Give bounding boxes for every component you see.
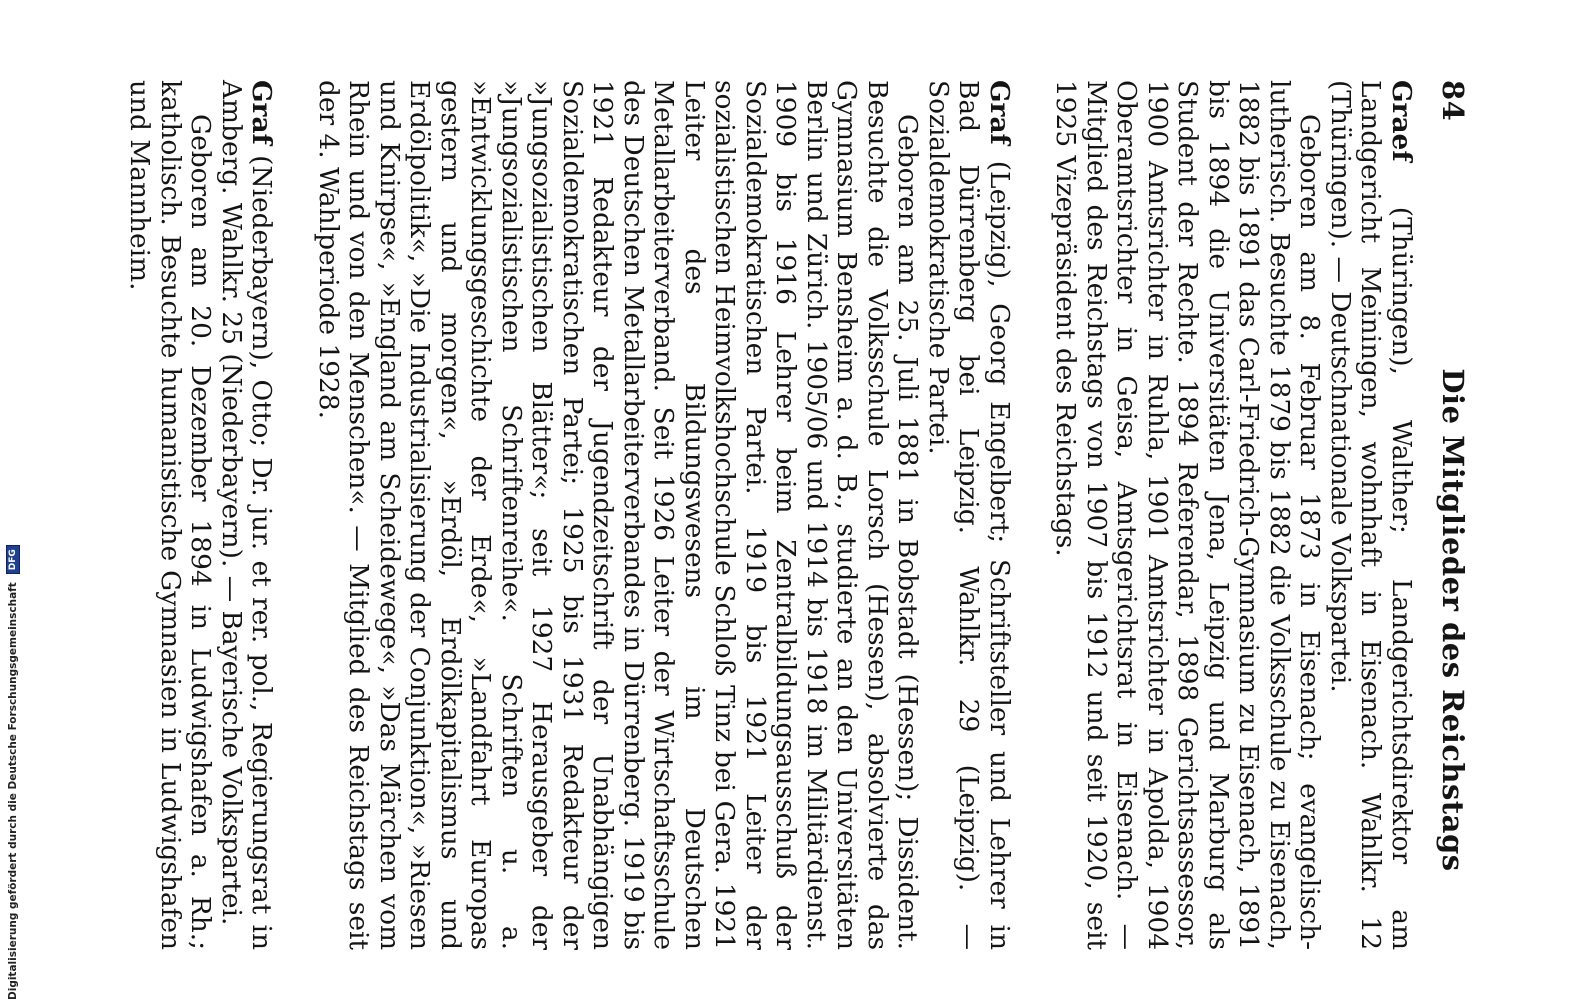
- digitization-footer: [2, 0, 24, 1000]
- member-name: Graef: [1386, 80, 1417, 162]
- page-number: 84: [1436, 80, 1470, 122]
- member-name: Graf: [984, 80, 1015, 145]
- footer-text: Digitalisierung gefördert durch die Deutsche Forschungsgemeinschaft: [7, 582, 19, 1000]
- entry-intro-text: (Niederbayern), Otto; Dr. jur. et rer. pol., Regierungsrat in Amberg. Wahlkr. 25 (Niederbayern). — Bayerische Volkspartei.: [216, 80, 278, 950]
- entry-biography: Geboren am 25. Juli 1881 in Bobstadt (Hessen); Dissident. Besuchte die Volksschule Lorsch (Hessen), absolvierte das Gymnasium Bensheim a. d. B., studierte an den Universitäten Berlin und Zürich. 1905/06 und 1914 bis 1918 im Militärdienst. 1909 bis 1916 Lehrer beim Zentralbildungsausschuß der Sozialdemokratischen Partei. 1919 bis 1921 Leiter der sozialistischen Heimvolkshochschule Schloß Tinz bei Gera. 1921 Leiter des Bildungswesens im Deutschen Metallarbeiterverband. Seit 1926 Leiter der Wirtschaftsschule des Deutschen Metallarbeiterverbandes in Dürrenberg. 1919 bis 1921 Redakteur der Jugendzeitschrift der Unabhängigen Sozialdemokratischen Partei; 1925 bis 1931 Redakteur der »Jungsozialistischen Blätter«; seit 1927 Herausgeber der »Jungsozialistischen Schriftenreihe«. Schriften u. a. »Entwicklungsgeschichte der Erde«, »Landfahrt Europas gestern und morgen«, »Erdöl, Erdölkapitalismus und Erdölpolitik«, »Die Industrialisierung der Conjunktion«, »Riesen und Knirpse«, »England am Scheidewege«, »Das Märchen vom Rhein und von den Menschen«. — Mitglied des Reichstags seit der 4. Wahlperiode 1928.: [313, 80, 924, 950]
- member-entries: [88, 80, 1416, 950]
- entry-intro: [1325, 80, 1417, 950]
- dfg-logo: DFG: [6, 545, 20, 574]
- member-entry: [313, 80, 1015, 950]
- document-page: [94, 10, 1474, 960]
- entry-intro-text: (Thüringen), Walther; Landgerichtsdirektor am Landgericht Meiningen, wohnhaft in Eisenach. Wahlkr. 12 (Thüringen). — Deutschnationale Volkspartei.: [1325, 80, 1417, 950]
- entry-intro: [216, 80, 277, 950]
- entry-intro: [923, 80, 1015, 950]
- entry-intro-text: (Leipzig), Georg Engelbert; Schriftsteller und Lehrer in Bad Dürrenberg bei Leipzig. Wahlkr. 29 (Leipzig). — Sozialdemokratische Partei.: [923, 80, 1015, 950]
- member-entry: [1050, 80, 1416, 950]
- page-header: [1426, 80, 1470, 960]
- entry-biography: Geboren am 20. Dezember 1894 in Ludwigshafen a. Rh.; katholisch. Besuchte humanistische Gymnasien in Ludwigshafen und Mannheim.: [124, 80, 217, 950]
- member-entry: [124, 80, 277, 950]
- entry-biography: Geboren am 8. Februar 1873 in Eisenach; evangelisch-lutherisch. Besuchte 1879 bis 1882 die Volksschule zu Eisenach, 1882 bis 1891 das Carl-Friedrich-Gymnasium zu Eisenach, 1891 bis 1894 die Universitäten Jena, Leipzig und Marburg als Student der Rechte. 1894 Referendar, 1898 Gerichtsassessor, 1900 Amtsrichter in Ruhla, 1901 Amtsrichter in Apolda, 1904 Oberamtsrichter in Geisa, Amtsgerichtsrat in Eisenach. — Mitglied des Reichstags von 1907 bis 1912 und seit 1920, seit 1925 Vizepräsident des Reichstags.: [1050, 80, 1326, 950]
- member-name: Graf: [246, 80, 278, 145]
- page-title: Die Mitglieder des Reichstags: [1436, 368, 1470, 872]
